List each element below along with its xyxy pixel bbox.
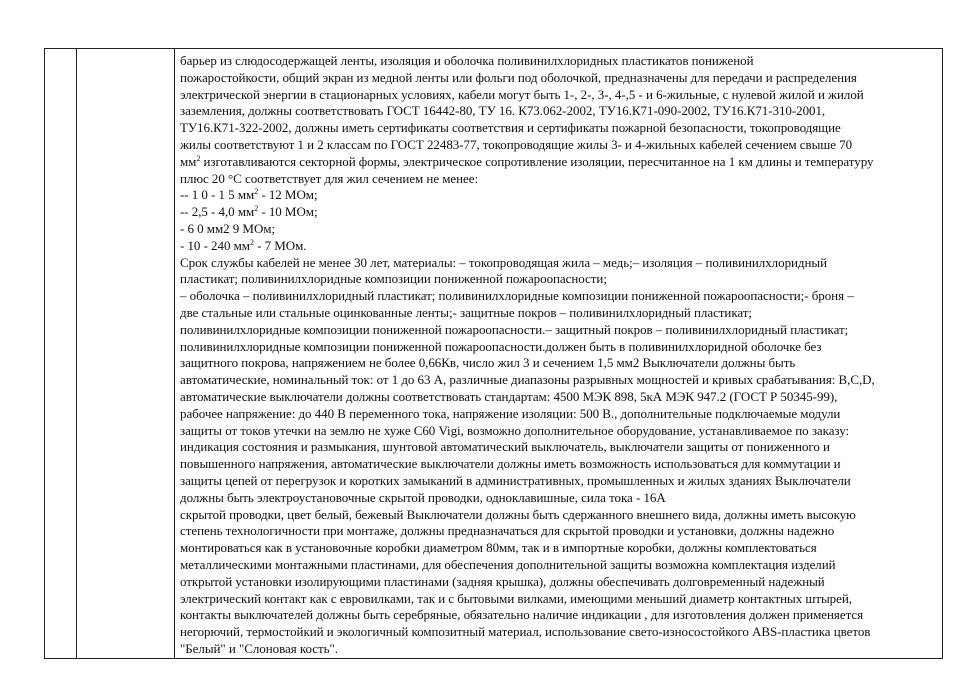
text-line — [180, 490, 938, 507]
text-line — [180, 305, 938, 322]
text-line — [180, 574, 938, 591]
text-line-content: негорючий, термостойкий и экологичный композитный материал, использование свето-износостойкого ABS-пластика цветов — [180, 624, 871, 640]
text-line — [180, 607, 938, 624]
text-line — [180, 271, 938, 288]
text-line — [180, 204, 938, 221]
specification-text — [180, 53, 938, 658]
text-line — [180, 641, 938, 658]
superscript: 2 — [254, 187, 259, 197]
text-line-content: электрический контакт как с евровилками, так и с бытовыми вилками, имеющими меньший диаметр контактных штырей, — [180, 590, 852, 606]
superscript: 2 — [249, 237, 254, 247]
text-line — [180, 557, 938, 574]
row-number-cell — [45, 49, 77, 659]
text-line — [180, 624, 938, 641]
text-line — [180, 238, 938, 255]
text-line-continuation: изготавливаются секторной формы, электрическое сопротивление изоляции, пересчитанное на 1 км длины и температуру — [200, 153, 874, 169]
text-line-content: "Белый" и "Слоновая кость". — [180, 640, 338, 656]
text-line — [180, 53, 938, 70]
text-line-content: автоматические выключатели должны соответствовать стандартам: 4500 МЭК 898, 5кА МЭК 947.2 (ГОСТ Р 50345-99), — [180, 388, 838, 404]
text-line-content: плюс 20 °С соответствует для жил сечением не менее: — [180, 170, 479, 186]
text-line-content: металлическими монтажными пластинами, для обеспечения дополнительной защиты возможна комплектация изделий — [180, 556, 836, 572]
table-row — [45, 49, 943, 659]
superscript: 2 — [196, 153, 201, 163]
text-line-content: повышенного напряжения, автоматические выключатели должны иметь возможность использоваться для коммутации и — [180, 456, 841, 472]
text-line — [180, 187, 938, 204]
text-line — [180, 322, 938, 339]
text-line-continuation: - 10 МОм; — [258, 204, 318, 220]
text-line-content: ТУ16.К71-322-2002, должны иметь сертификаты соответствия и сертификаты пожарной безопасности, токопроводящие — [180, 120, 841, 136]
text-line-content: - 6 0 мм2 9 МОм; — [180, 220, 276, 236]
text-line — [180, 523, 938, 540]
text-line — [180, 255, 938, 272]
text-line-content: контакты выключателей должны быть серебряные, обязательно наличие индикации , для изготовления должен применяется — [180, 607, 864, 623]
text-line-content: открытой установки изолирующими пластинами (задняя крышка), должны обеспечивать долговременный надежный — [180, 573, 825, 589]
text-line — [180, 439, 938, 456]
text-line-continuation: - 7 МОм. — [253, 237, 307, 253]
text-line-content: защиты цепей от перегрузок и коротких замыканий в административных, промышленных и жилых зданиях Выключатели — [180, 472, 851, 488]
text-line-continuation: - 12 МОм; — [258, 187, 318, 203]
text-line-content: защиты от токов утечки на землю не хуже С60 Vigi, возможно дополнительное оборудование, устанавливаемое по заказу: — [180, 422, 850, 438]
text-line-content: барьер из слюдосодержащей ленты, изоляция и оболочка поливинилхлоридных пластикатов пониженой — [180, 53, 754, 68]
text-line — [180, 120, 938, 137]
document-table — [44, 48, 943, 659]
text-line — [180, 372, 938, 389]
text-line-content: - 10 - 240 мм — [180, 237, 250, 253]
text-line-content: индикация состояния и размыкания, шунтовой автоматический выключатель, выключатели защиты от пониженного и — [180, 439, 830, 455]
text-line-content: электрической энергии в стационарных условиях, кабели могут быть 1-, 2-, 3-, 4-,5 - и 6-жильные, с нулевой жилой и жилой — [180, 86, 864, 102]
text-line-content: Срок службы кабелей не менее 30 лет, материалы: – токопроводящая жила – медь;– изоляция – поливинилхлоридный — [180, 254, 827, 270]
text-line — [180, 171, 938, 188]
text-line — [180, 355, 938, 372]
text-line-content: поливинилхлоридные композиции пониженной пожароопасности.– защитный покров – поливинилхлоридный пластикат; — [180, 321, 849, 337]
text-line — [180, 137, 938, 154]
text-line-content: мм — [180, 153, 197, 169]
text-line-content: должны быть электроустановочные скрытой проводки, одноклавишные, сила тока - 16А — [180, 489, 666, 505]
text-line — [180, 103, 938, 120]
text-line-content: поливинилхлоридные композиции пониженной пожароопасности.должен быть в поливинилхлоридной оболочке без — [180, 338, 822, 354]
text-line-content: заземления, должны соответствовать ГОСТ 16442-80, ТУ 16. К73.062-2002, ТУ16.К71-090-2002, ТУ16.К71-310-2001, — [180, 103, 826, 119]
text-line-content: автоматические, номинальный ток: от 1 до 63 А, различные диапазоны разрывных мощностей и кривых срабатывания: B,C,D, — [180, 372, 875, 388]
specification-cell — [175, 49, 943, 659]
text-line-content: пожаростойкости, общий экран из медной ленты или фольги под оболочкой, предназначены для передачи и распределения — [180, 69, 857, 85]
text-line — [180, 154, 938, 171]
text-line — [180, 389, 938, 406]
text-line — [180, 406, 938, 423]
item-name-cell — [77, 49, 175, 659]
text-line — [180, 339, 938, 356]
text-line — [180, 591, 938, 608]
text-line-content: степень технологичности при монтаже, должны предназначаться для скрытой проводки и установки, должны надежно — [180, 523, 835, 539]
text-line — [180, 473, 938, 490]
text-line-content: -- 1 0 - 1 5 мм — [180, 187, 255, 203]
text-line — [180, 540, 938, 557]
text-line-content: -- 2,5 - 4,0 мм — [180, 204, 255, 220]
text-line-content: жилы соответствуют 1 и 2 классам по ГОСТ 22483-77, токопроводящие жилы 3- и 4-жильных кабелей сечением свыше 70 — [180, 136, 853, 152]
text-line — [180, 221, 938, 238]
text-line — [180, 456, 938, 473]
text-line — [180, 288, 938, 305]
text-line-content: пластикат; поливинилхлоридные композиции пониженной пожароопасности; — [180, 271, 607, 287]
text-line-content: – оболочка – поливинилхлоридный пластикат; поливинилхлоридные композиции пониженной пожароопасности;- броня – — [180, 288, 854, 304]
text-line-content: две стальные или стальные оцинкованные ленты;- защитные покров – поливинилхлоридный пластикат; — [180, 304, 752, 320]
text-line — [180, 70, 938, 87]
superscript: 2 — [254, 204, 259, 214]
text-line — [180, 87, 938, 104]
text-line — [180, 507, 938, 524]
text-line-content: скрытой проводки, цвет белый, бежевый Выключатели должны быть сдержанного внешнего вида, должны иметь высокую — [180, 506, 856, 522]
text-line-content: рабочее напряжение: до 440 В переменного тока, напряжение изоляции: 500 В., дополнительные подключаемые модули — [180, 405, 841, 421]
text-line-content: монтироваться как в установочные коробки диаметром 80мм, так и в импортные коробки, должны комплектоваться — [180, 540, 817, 556]
text-line — [180, 423, 938, 440]
text-line-content: защитного покрова, напряжением не более 0,66Кв, число жил 3 и сечением 1,5 мм2 Выключатели должны быть — [180, 355, 796, 371]
